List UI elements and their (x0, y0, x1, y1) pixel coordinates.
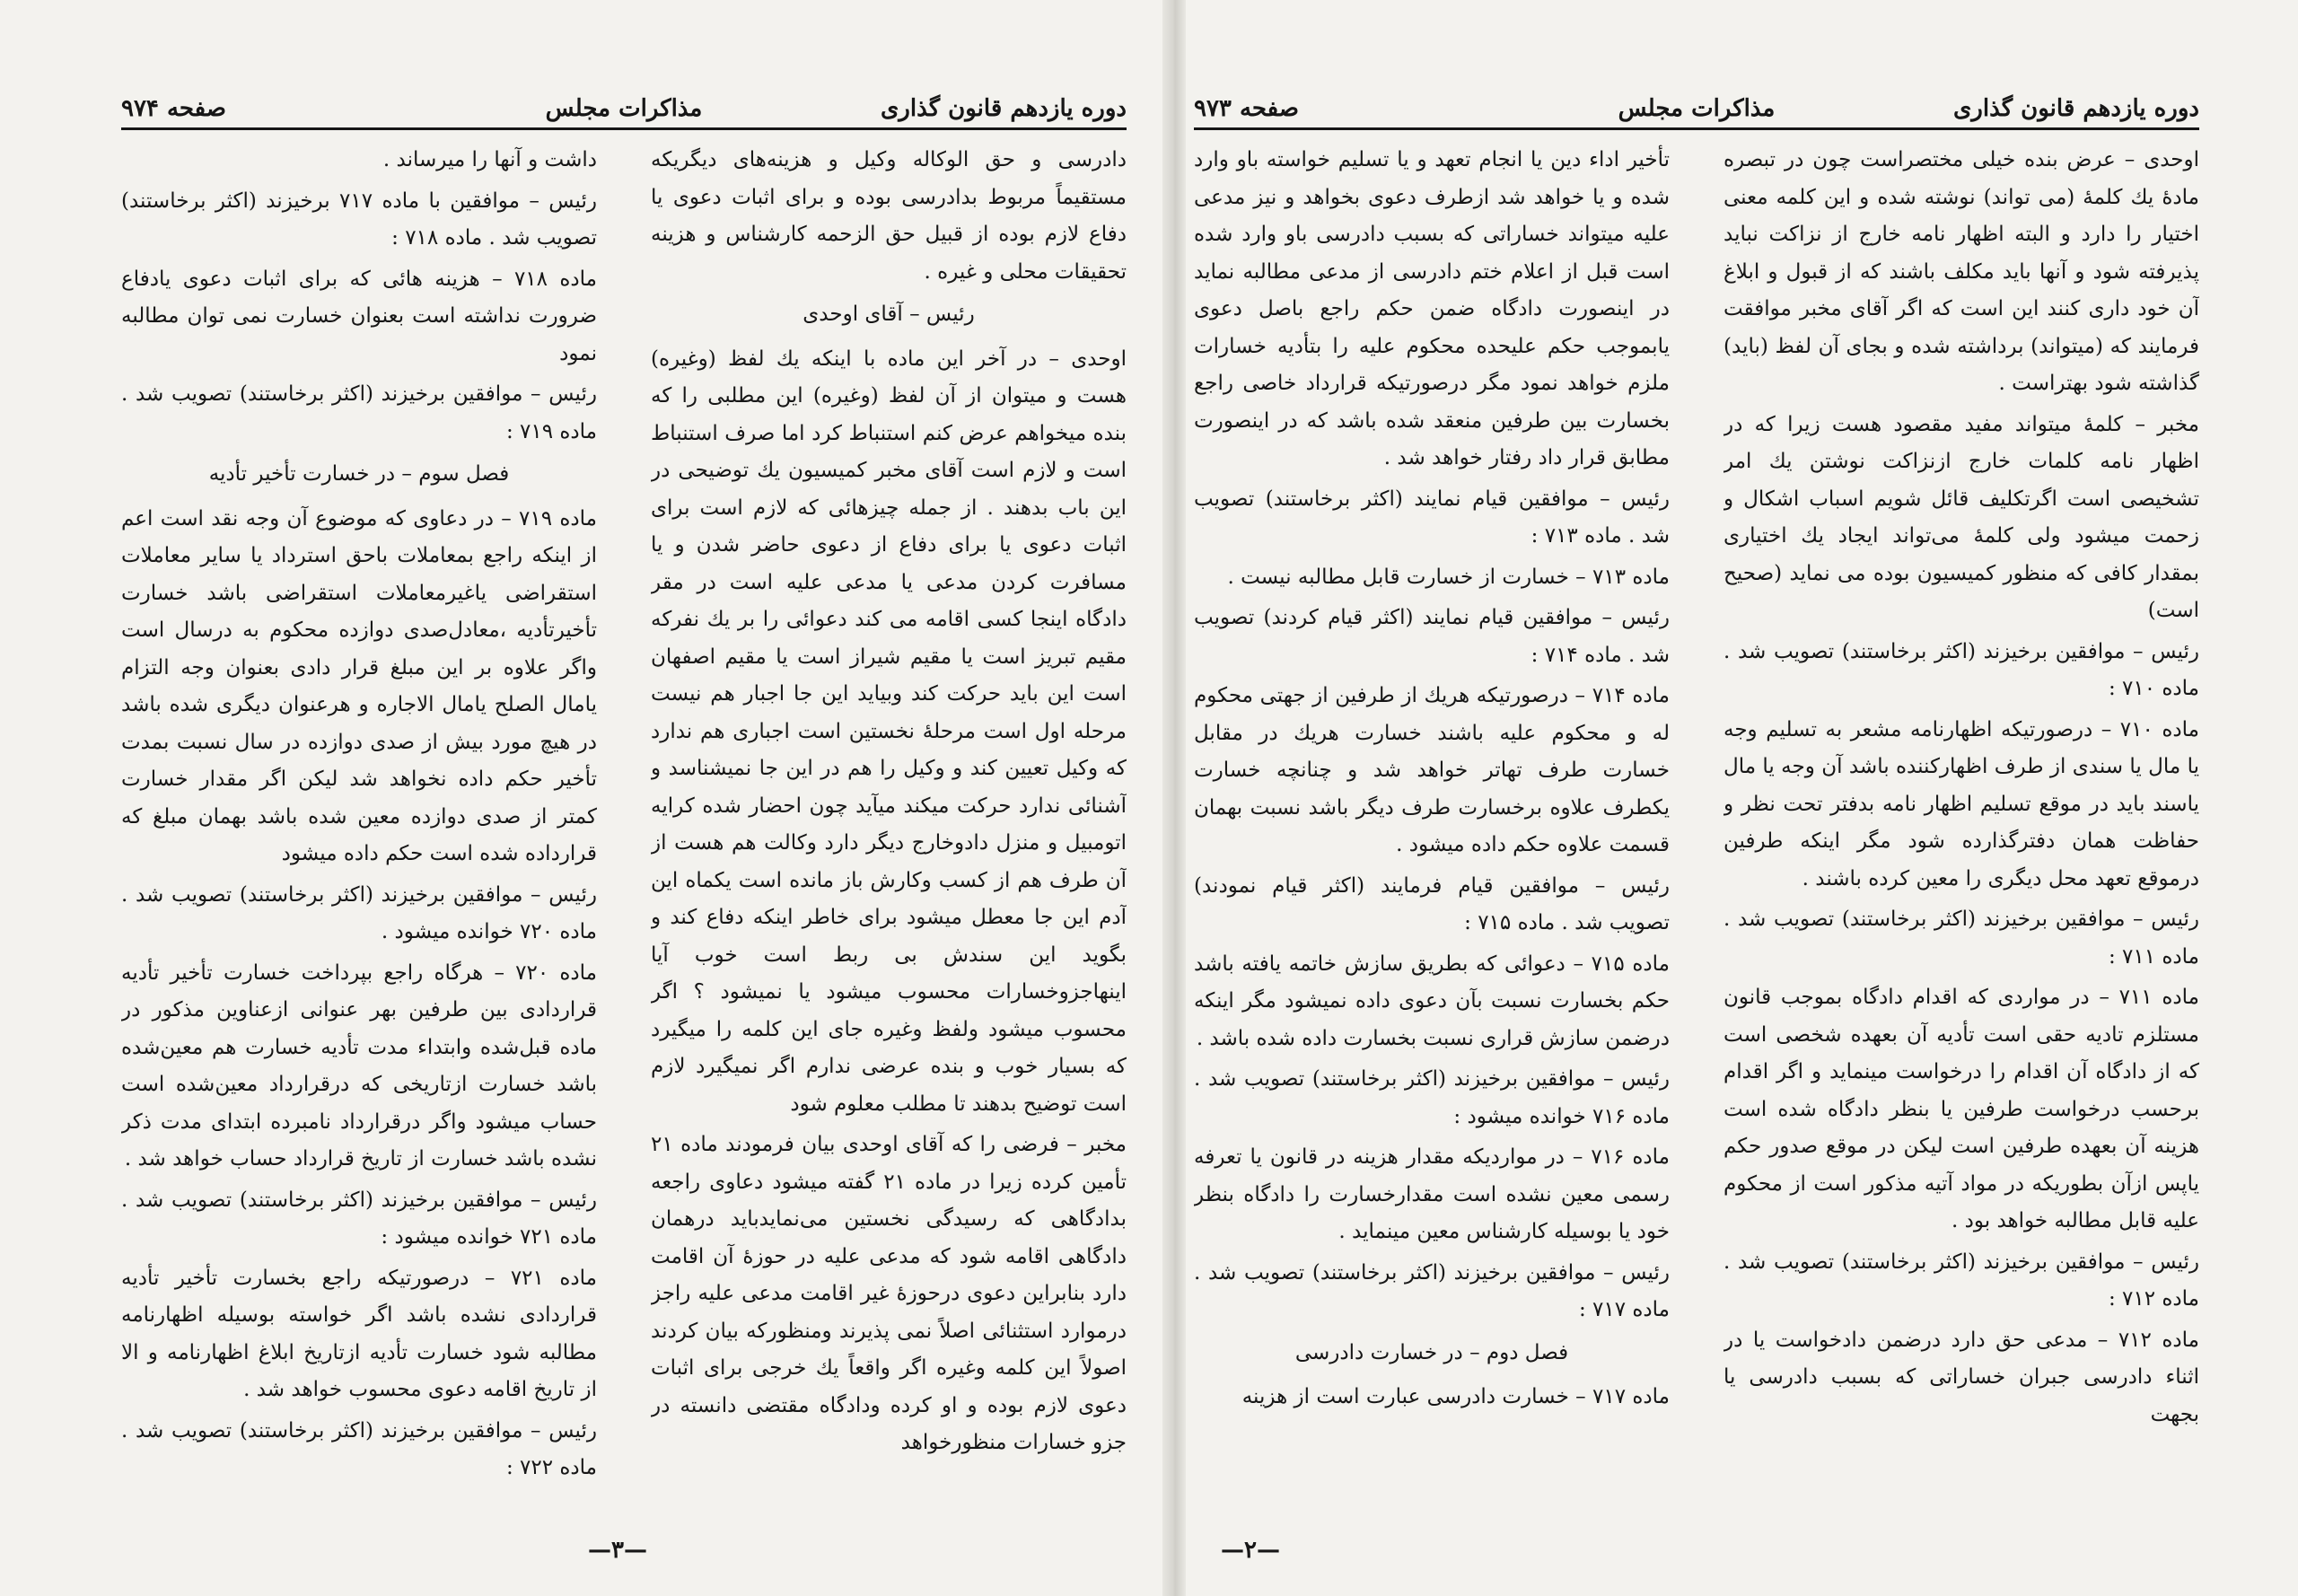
paragraph: ماده ۷۱۵ – دعوائی که بطریق سازش خاتمه یافته باشد حکم بخسارت نسبت بآن دعوی داده نمیشود مگر اینکه درضمن سازش قراری نسبت بخسارت داده شده باشد . (1194, 951, 1670, 1050)
paragraph: رئیس – موافقین با ماده ۷۱۷ برخیزند (اکثر برخاستند) تصویب شد . ماده ۷۱۸ : (121, 189, 597, 250)
right-page-column-right (1724, 142, 2199, 1542)
paragraph: رئیس – موافقین برخیزند (اکثر برخاستند) تصویب شد . ماده ۷۱۹ : (121, 382, 597, 443)
book-gutter (1162, 0, 1186, 1596)
paragraph: ماده ۷۱۹ – در دعاوی که موضوع آن وجه نقد است اعم از اینکه راجع بمعاملات باحق استرداد یا سایر معاملات استقراضی یاغیرمعاملات استقراضی باشد خسارت تأخیرتأدیه ،معادل‌صدی دوازده محکوم به درسال است واگر علاوه بر این مبلغ قرار دادی بعنوان وجه التزام یامال الصلح یامال الاجاره و هرعنوان دیگری شده باشد در هیچ مورد بیش از صدی دوازده در سال نسبت بمدت تأخیر حکم داده نخواهد شد لیکن اگر مقدار خسارت کمتر از صدی دوازده معین شده باشد بهمان مبلغ که قرارداده شده است حکم داده میشود (121, 506, 597, 865)
page-folio: —۲— (1221, 1537, 1280, 1564)
right-page-column-left (1194, 142, 1670, 1542)
paragraph: رئیس – موافقین برخیزند (اکثر برخاستند) تصویب شد . ماده ۷۱۷ : (1194, 1260, 1670, 1321)
paragraph: ماده ۷۱۶ – در مواردیکه مقدار هزینه در قانون یا تعرفه رسمی معین نشده است مقدارخسارت را دادگاه بنظر خود یا بوسیله کارشناس معین مینماید . (1194, 1145, 1670, 1243)
paragraph: رئیس – موافقین قیام نمایند (اکثر برخاستند) تصویب شد . ماده ۷۱۳ : (1194, 487, 1670, 548)
header-title: دوره یازدهم قانون گذاری (880, 95, 1127, 122)
paragraph: ماده ۷۱۸ – هزینه هائی که برای اثبات دعوی یادفاع ضرورت نداشته است بعنوان خسارت نمی توان مطالبه نمود (121, 267, 597, 365)
section-heading: فصل دوم – در خسارت دادرسی (1294, 1340, 1569, 1364)
header-title: دوره یازدهم قانون گذاری (1952, 95, 2199, 122)
page-folio: —۳— (588, 1537, 647, 1564)
paragraph: رئیس – موافقین برخیزند (اکثر برخاستند) تصویب شد . ماده ۷۱۶ خوانده میشود : (1194, 1067, 1670, 1128)
paragraph: ماده ۷۱۰ – درصورتیکه اظهارنامه مشعر به تسلیم وجه یا مال یا سندی از طرف اظهارکننده باشد آن وجه یا مال یاسند باید در موقع تسلیم اظهار نامه بدفتر تحت نظر و حفاظت همان دفترگذارده شود مگر اینکه طرفین درموقع تعهد محل دیگری را معین کرده باشند . (1724, 717, 2199, 890)
header-rule (1194, 127, 2199, 130)
paragraph: ماده ۷۱۱ – در مواردی که اقدام دادگاه بموجب قانون مستلزم تادیه حقی است تأدیه آن بعهده شخصی است که از دادگاه آن اقدام را درخواست مینماید و اگر اقدام برحسب درخواست طرفین یا بنظر دادگاه شده است هزینه آن بعهده طرفین است لیکن در موقع صدور حکم یاپس ازآن بطوریکه در مواد آتیه مذکور است از محکوم علیه قابل مطالبه خواهد بود . (1724, 986, 2199, 1232)
left-page (121, 70, 1127, 1569)
paragraph: تأخیر اداء دین یا انجام تعهد و یا تسلیم خواسته باو وارد شده و یا خواهد شد ازطرف دعوی بخواهد و نیز مدعی علیه میتواند خساراتی که بسبب دادرسی باو وارد شده است قبل از اعلام ختم دادرسی از مدعی مطالبه نماید در اینصورت دادگاه ضمن حکم راجع باصل دعوی یابموجب حکم علیحده محکوم علیه را بتأدیه خسارات ملزم خواهد نمود مگر درصورتیکه قرارداد خاصی راجع بخسارت بین طرفین منعقد شده باشد که در اینصورت مطابق قرار داد رفتار خواهد شد . (1194, 148, 1670, 469)
paragraph: ماده ۷۱۳ – خسارت از خسارت قابل مطالبه نیست . (1227, 565, 1670, 589)
paragraph: رئیس – موافقین قیام فرمایند (اکثر قیام نمودند) تصویب شد . ماده ۷۱۵ : (1194, 873, 1670, 934)
paragraph: رئیس – موافقین برخیزند (اکثر برخاستند) تصویب شد . ماده ۷۱۰ : (1724, 639, 2199, 700)
header-center: مذاکرات مجلس (1618, 95, 1776, 122)
header-center: مذاکرات مجلس (545, 95, 703, 122)
speaker-line: رئیس – آقای اوحدی (803, 303, 975, 326)
section-heading: فصل سوم – در خسارت تأخیر تأدیه (208, 462, 510, 486)
paragraph: مخبر – فرضی را که آقای اوحدی بیان فرمودند ماده ۲۱ تأمین کرده زیرا در ماده ۲۱ گفته میشود دعاوی راجعه بدادگاهی که رسیدگی نخستین می‌نمایدباید درهمان دادگاهی اقامه شود که مدعی علیه در حوزهٔ آن اقامت دارد بنابراین دعوی درحوزهٔ غیر اقامت مدعی علیه راجز درموارد استثنائی اصلاً نمی پذیرند ومنظورکه بیان کردند اصولاً این کلمه وغیره اگر واقعاً یك خرجی برای اثبات دعوی لازم بوده و او کرده ودادگاه مقتضی دانسته در جزو خسارات منظورخواهد (651, 1133, 1127, 1454)
paragraph: رئیس – موافقین برخیزند (اکثر برخاستند) تصویب شد . ماده ۷۱۱ : (1724, 908, 2199, 969)
left-page-column-left (121, 142, 597, 1542)
right-page (1194, 70, 2199, 1569)
paragraph: مخبر – کلمهٔ میتواند مفید مقصود هست زیرا که در اظهار نامه کلمات خارج ازنزاکت نوشتن یك امر تشخیصی است اگرتکلیف قائل شویم اسباب اشکال و زحمت میشود ولی کلمهٔ می‌تواند ایجاد یك اختیاری بمقدار کافی که منظور کمیسیون بوده می نماید (صحیح است) (1724, 412, 2199, 622)
paragraph: اوحدی – در آخر این ماده با اینکه یك لفظ (وغیره) هست و میتوان از آن لفظ (وغیره) این مطلبی را که بنده میخواهم عرض کنم استنباط کرد اما صرف استنباط است و لازم است آقای مخبر کمیسیون یك توضیحی در این باب بدهند . از جمله چیزهائی که لازم است برای اثبات دعوی یا برای دفاع از دعوی حاضر شدن و یا مسافرت کردن مدعی یا مدعی علیه است در مقر دادگاه اینجا کسی اقامه می کند دعوائی را بر یك نفرکه مقیم تبریز است یا مقیم شیراز است یا مقیم اصفهان است این باید حرکت کند وبیاید این جا اجبار هم نیست مرحله اول است مرحلهٔ نخستین است اجباری هم ندارد که وکیل تعیین کند و وکیل را هم در این جا نمیشناسد و آشنائی ندارد حرکت میکند میآید چون احضار شده کرایه اتومبیل و منزل دادوخارج دیگر دارد وکالت هم هست از آن طرف هم از کسب وکارش باز مانده است یکماه این آدم این جا معطل میشود برای خاطر اینکه دفاع کند و بگوید این سندش بی ربط است خوب آیا اینهاجزوخسارات محسوب میشود یا نمیشود ؟ اگر محسوب میشود ولفظ وغیره جای این کلمه را میگیرد که بسیار خوب و بنده عرضی ندارم اگر نمیگیرد لازم است توضیح بدهند تا مطلب معلوم شود (651, 346, 1127, 1116)
paragraph: ماده ۷۲۱ – درصورتیکه راجع بخسارت تأخیر تأدیه قراردادی نشده باشد اگر خواسته بوسیله اظهارنامه مطالبه شود خسارت تأدیه ازتاریخ ابلاغ اظهارنامه و الا از تاریخ اقامه دعوی محسوب خواهد شد . (121, 1266, 597, 1401)
paragraph: ماده ۷۱۴ – درصورتیکه هریك از طرفین از جهتی محکوم له و محکوم علیه باشند خسارت هریك در مقابل خسارت طرف تهاتر خواهد شد و چنانچه خسارت یکطرف علاوه برخسارت طرف دیگر باشد نسبت بهمان قسمت علاوه حکم داده میشود . (1194, 684, 1670, 856)
paragraph: دادرسی و حق الوکاله وکیل و هزینه‌های دیگریکه مستقیماً مربوط بدادرسی بوده و برای اثبات دعوی یا دفاع لازم بوده از قبیل حق الزحمه کارشناس و هزینه تحقیقات محلی و غیره . (651, 148, 1127, 284)
paragraph: رئیس – موافقین برخیزند (اکثر برخاستند) تصویب شد . ماده ۷۲۱ خوانده میشود : (121, 1188, 597, 1249)
header-page-number: صفحه ۹۷۳ (1194, 95, 1299, 122)
right-page-header (1194, 95, 2199, 131)
paragraph: داشت و آنها را میرساند . (382, 148, 597, 171)
header-page-number: صفحه ۹۷۴ (121, 95, 226, 122)
paragraph: ماده ۷۲۰ – هرگاه راجع بپرداخت خسارت تأخیر تأدیه قراردادی بین طرفین بهر عنوانی ازعناوین مذکور در ماده قبل‌شده وابتداء مدت تأدیه خسارت هم معین‌شده باشد خسارت ازتاریخی که درقرارداد معین‌شده است حساب میشود واگر درقرارداد نامبرده ابتدای مدت ذکر نشده باشد خسارت از تاریخ قرارداد حساب خواهد شد . (121, 960, 597, 1171)
paragraph: اوحدی – عرض بنده خیلی مختصراست چون در تبصره مادهٔ یك کلمهٔ (می تواند) نوشته شده و این کلمه معنی اختیار را دارد و البته اظهار نامه خارج از نزاکت نباید پذیرفته شود و آنها باید مکلف باشند که از قبول و ابلاغ آن خود داری کنند این است که اگر آقای مخبر موافقت فرمایند که (میتواند) برداشته شده و بجای آن لفظ (باید) گذاشته شود بهتراست . (1724, 148, 2199, 395)
paragraph: رئیس – موافقین برخیزند (اکثر برخاستند) تصویب شد . ماده ۷۲۰ خوانده میشود . (121, 882, 597, 943)
paragraph: ماده ۷۱۲ – مدعی حق دارد درضمن دادخواست یا در اثناء دادرسی جبران خساراتی که بسبب دادرسی یا بجهت (1724, 1328, 2199, 1426)
paragraph: رئیس – موافقین برخیزند (اکثر برخاستند) تصویب شد . ماده ۷۱۲ : (1724, 1250, 2199, 1311)
header-rule (121, 127, 1127, 130)
left-page-column-right (651, 142, 1127, 1542)
left-page-header (121, 95, 1127, 131)
paragraph: ماده ۷۱۷ – خسارت دادرسی عبارت است از هزینه (1241, 1385, 1670, 1408)
paragraph: رئیس – موافقین برخیزند (اکثر برخاستند) تصویب شد . ماده ۷۲۲ : (121, 1418, 597, 1479)
paragraph: رئیس – موافقین قیام نمایند (اکثر قیام کردند) تصویب شد . ماده ۷۱۴ : (1194, 606, 1670, 667)
